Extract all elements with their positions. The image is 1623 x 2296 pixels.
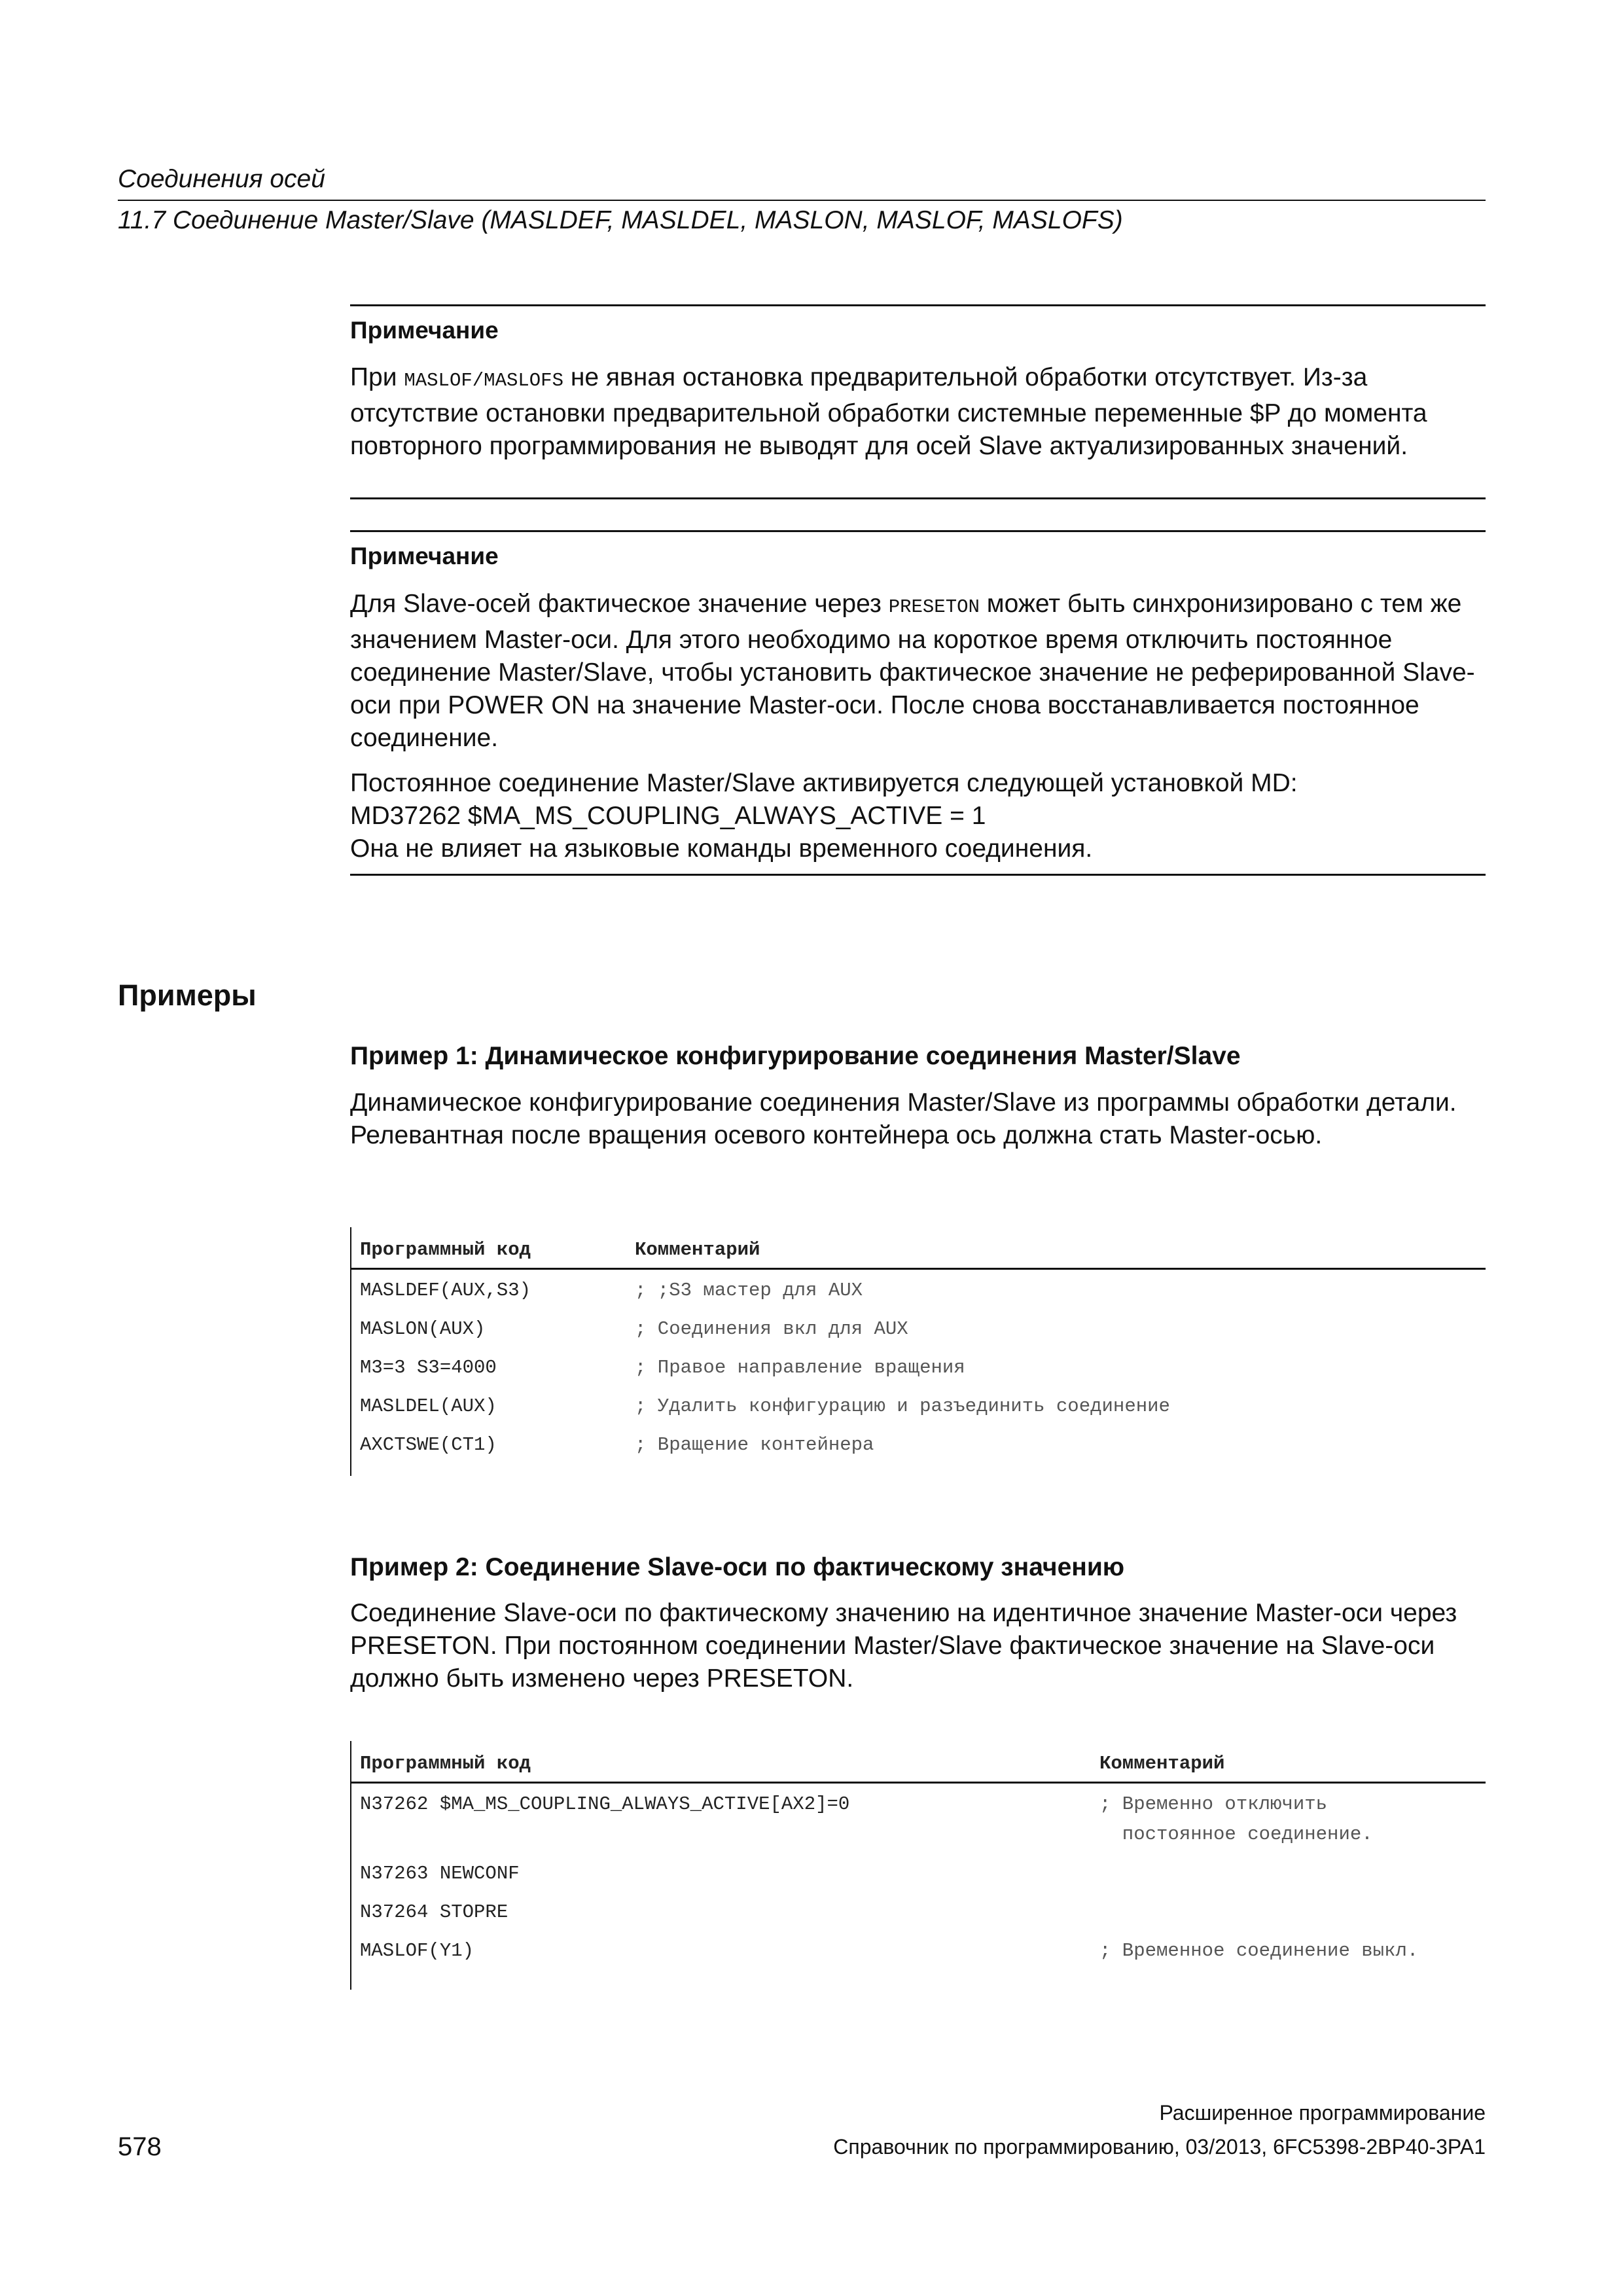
section-title: Соединения осей	[118, 165, 325, 193]
example1-title: Пример 1: Динамическое конфигурирование соединения Master/Slave	[350, 1042, 1241, 1070]
example2-code-table	[350, 1741, 1486, 1990]
code-comment: ; Удалить конфигурацию и разъединить соединение	[635, 1395, 1170, 1417]
example1-description: Динамическое конфигурирование соединения Master/Slave из программы обработки детали. Релевантная после вращения осевого контейнера ось должна стать Master-осью.	[350, 1088, 1457, 1149]
note1-bottom-rule	[350, 497, 1486, 499]
code-comment: ; Временное соединение выкл.	[1099, 1940, 1419, 1962]
code-line: MASLOF(Y1)	[360, 1940, 474, 1962]
note2-code: PRESETON	[888, 596, 980, 618]
col-header-comment: Комментарий	[1099, 1753, 1225, 1774]
example1-code-table	[350, 1227, 1486, 1476]
code-comment: ; Вращение контейнера	[635, 1434, 874, 1456]
page-number: 578	[118, 2132, 162, 2161]
col-header-code: Программный код	[360, 1239, 531, 1261]
note1-text: При MASLOF/MASLOFS не явная остановка предварительной обработки отсутствует. Из-за отсутствие остановки предварительной обработки системные переменные $P до момента повторного программирования не выводят для осей Slave актуализированных значений.	[350, 363, 1427, 460]
example2-description: Соединение Slave-оси по фактическому значению на идентичное значение Master-оси через PRESETON. При постоянном соединении Master/Slave фактическое значение на Slave-оси должно быть изменено через PRESETON.	[350, 1599, 1457, 1693]
code-line: AXCTSWE(CT1)	[360, 1434, 497, 1456]
note1-top-rule	[350, 304, 1486, 306]
note2-paragraph-2: Постоянное соединение Master/Slave активируется следующей установкой MD: MD37262 $MA_MS_COUPLING_ALWAYS_ACTIVE = 1 Она не влияет на языковые команды временного соединения.	[350, 767, 1486, 865]
code-line: MASLDEL(AUX)	[360, 1395, 497, 1417]
footer-reference: Справочник по программированию, 03/2013, 6FC5398-2BP40-3PA1	[833, 2135, 1486, 2159]
code-comment: ; Временно отключить постоянное соединение.	[1099, 1793, 1373, 1845]
code-line: M3=3 S3=4000	[360, 1357, 497, 1378]
code-line: N37264 STOPRE	[360, 1901, 508, 1923]
subsection-title: 11.7 Соединение Master/Slave (MASLDEF, MASLDEL, MASLON, MASLOF, MASLOFS)	[118, 206, 1123, 234]
code-table-left-border	[350, 1227, 351, 1476]
note2-top-rule	[350, 530, 1486, 532]
code-header-rule	[350, 1268, 1486, 1270]
code-line: MASLON(AUX)	[360, 1318, 486, 1340]
code-header-rule	[350, 1782, 1486, 1784]
example2-title: Пример 2: Соединение Slave-оси по фактическому значению	[350, 1553, 1125, 1581]
code-line: N37262 $MA_MS_COUPLING_ALWAYS_ACTIVE[AX2]=0	[360, 1793, 850, 1815]
examples-heading: Примеры	[118, 978, 257, 1012]
note2-bottom-rule	[350, 874, 1486, 876]
note2-title: Примечание	[350, 543, 499, 569]
code-comment: ; Правое направление вращения	[635, 1357, 965, 1378]
code-line: N37263 NEWCONF	[360, 1863, 520, 1884]
footer-book-title: Расширенное программирование	[1159, 2101, 1486, 2125]
code-comment: ; ;S3 мастер для AUX	[635, 1280, 863, 1301]
header-divider	[118, 200, 1486, 201]
note1-code: MASLOF/MASLOFS	[404, 370, 563, 391]
note2-paragraph-1: Для Slave-осей фактическое значение через PRESETON может быть синхронизировано с тем же значением Master-оси. Для этого необходимо на короткое время отключить постоянное соединение Master/Slave, чтобы установить фактическое значение не реферированной Slave-оси при POWER ON на значение Master-оси. После снова восстанавливается постоянное соединение.	[350, 590, 1475, 752]
code-comment: ; Соединения вкл для AUX	[635, 1318, 908, 1340]
col-header-comment: Комментарий	[635, 1239, 760, 1261]
md-setting: MD37262 $MA_MS_COUPLING_ALWAYS_ACTIVE = 1	[350, 802, 986, 830]
code-line: MASLDEF(AUX,S3)	[360, 1280, 531, 1301]
note1-title: Примечание	[350, 317, 499, 344]
col-header-code: Программный код	[360, 1753, 531, 1774]
code-table-left-border	[350, 1741, 351, 1990]
